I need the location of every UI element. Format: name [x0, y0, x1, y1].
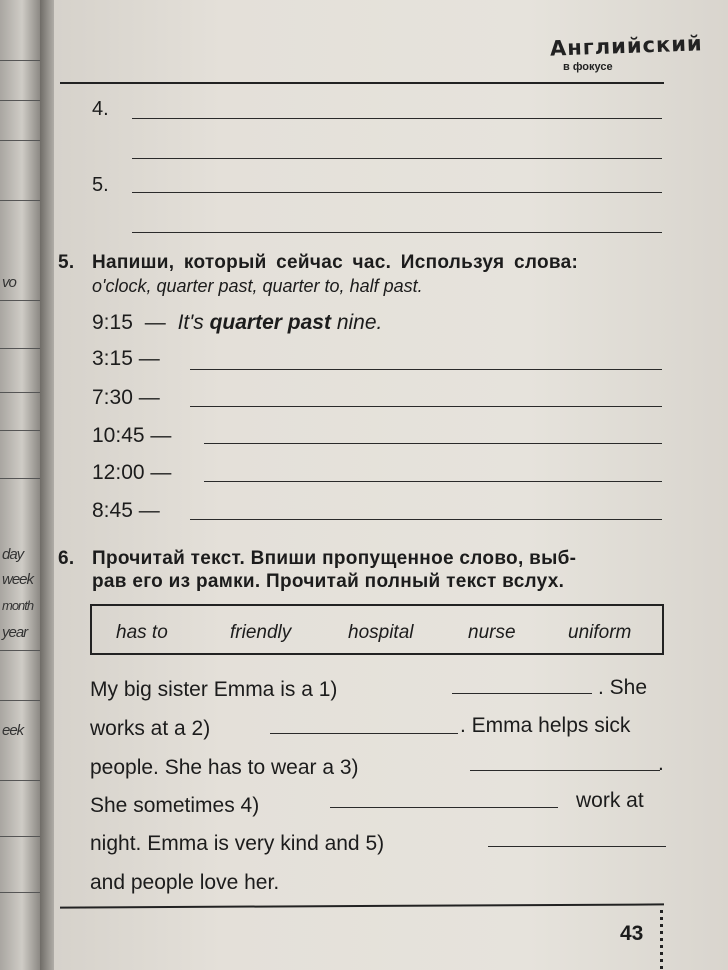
- task-title: Напиши, который сейчас час. Используя слова:: [92, 252, 579, 273]
- box-word: has to: [116, 622, 168, 643]
- item-number: 5.: [92, 174, 109, 196]
- answer-line: [190, 369, 662, 370]
- footer-rule: [60, 903, 664, 908]
- answer-line: [190, 406, 662, 407]
- left-page-edge: [0, 0, 40, 970]
- box-word: uniform: [568, 622, 632, 643]
- workbook-page: [54, 0, 728, 970]
- example-pre: It's: [177, 311, 204, 334]
- box-word: hospital: [348, 622, 414, 643]
- margin-word: day: [2, 546, 24, 563]
- gap-1: [452, 693, 592, 694]
- text-line-4a: She sometimes 4): [90, 794, 260, 817]
- answer-line: [132, 158, 662, 159]
- margin-word: eek: [2, 722, 24, 739]
- text-line-3a: people. She has to wear a 3): [90, 756, 359, 779]
- logo-subtitle: в фокусе: [563, 61, 613, 73]
- time-label: 7:30 —: [92, 386, 160, 409]
- margin-word: vo: [2, 274, 16, 291]
- gap-5: [488, 846, 666, 847]
- answer-line: [204, 443, 662, 444]
- answer-line: [132, 192, 662, 193]
- task-number: 5.: [58, 252, 75, 273]
- margin-word: month: [2, 598, 34, 613]
- answer-line: [204, 481, 662, 482]
- time-label: 3:15 —: [92, 347, 160, 370]
- answer-line: [132, 118, 662, 119]
- example-post: nine.: [336, 311, 383, 334]
- page-number: 43: [620, 922, 644, 945]
- text-line-3b: .: [658, 752, 664, 775]
- gap-4: [330, 807, 558, 808]
- text-line-6: and people love her.: [90, 871, 280, 894]
- time-label: 8:45 —: [92, 499, 160, 522]
- box-word: nurse: [468, 622, 516, 643]
- example-answer: [92, 311, 382, 335]
- time-label: 12:00 —: [92, 461, 172, 484]
- text-line-1b: . She: [598, 676, 648, 699]
- text-line-2a: works at a 2): [90, 717, 211, 740]
- margin-word: year: [2, 624, 28, 641]
- example-bold: quarter past: [209, 311, 331, 334]
- time-label: 10:45 —: [92, 424, 172, 447]
- box-word: friendly: [230, 622, 292, 643]
- word-box: [90, 604, 664, 655]
- task-words: o'clock, quarter past, quarter to, half past.: [92, 276, 423, 296]
- dotted-edge: [660, 910, 663, 970]
- margin-word: week: [2, 571, 34, 588]
- logo-title: Английский: [549, 31, 704, 61]
- item-number: 4.: [92, 98, 109, 120]
- example-dash: —: [144, 311, 166, 334]
- text-line-2b: . Emma helps sick: [460, 714, 631, 737]
- gap-2: [270, 733, 458, 734]
- header-rule: [60, 82, 664, 84]
- task-number: 6.: [58, 548, 75, 569]
- gap-3: [470, 770, 660, 771]
- answer-line: [132, 232, 662, 233]
- task-title-line1: Прочитай текст. Впиши пропущенное слово, выб-: [92, 548, 577, 569]
- task-title-line2: рав его из рамки. Прочитай полный текст вслух.: [92, 571, 565, 592]
- text-line-4b: work at: [576, 789, 644, 812]
- text-line-1a: My big sister Emma is a 1): [90, 678, 338, 701]
- text-line-5a: night. Emma is very kind and 5): [90, 832, 385, 855]
- answer-line: [190, 519, 662, 520]
- example-time: 9:15: [92, 311, 133, 334]
